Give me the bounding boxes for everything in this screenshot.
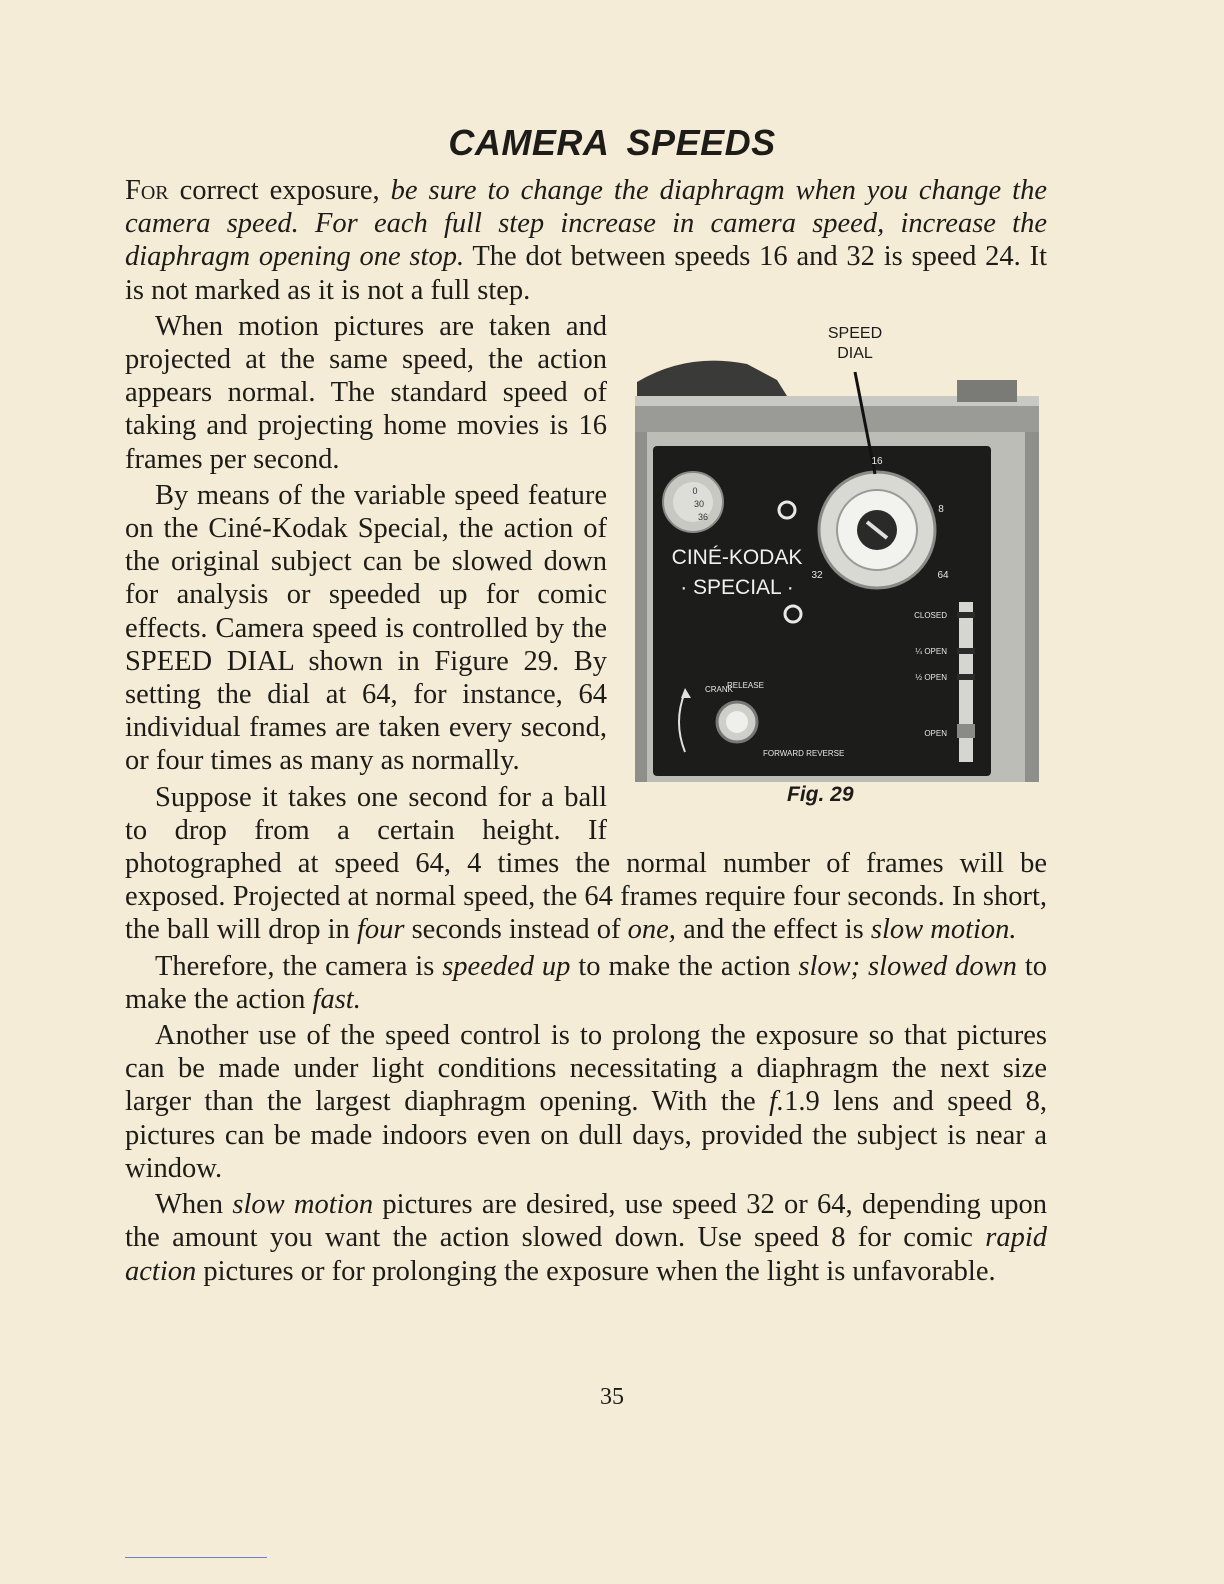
shutter-label-closed: CLOSED [914, 610, 947, 620]
dial-label-32: 32 [811, 569, 823, 581]
text-run: pictures are desired, use speed 32 or 64, depending upon the amount you want the action slowed down. Use speed 8 for comic [125, 1189, 1048, 1254]
emphasis-run: one, [627, 914, 676, 946]
crank-label: CRANK [705, 684, 734, 694]
shutter-label-quarter: ¼ OPEN [915, 646, 947, 656]
text-run: correct exposure, [168, 175, 391, 206]
emphasis-run: be sure to change the diaphragm when you change the camera speed. For each full step increase in camera speed, increase the diaphragm opening one stop. [125, 175, 1047, 273]
paragraph-slow-motion [125, 1188, 1047, 1288]
camera-latch [957, 380, 1017, 402]
paragraph-therefore [125, 950, 1047, 1016]
text-run: Suppose it takes one second for a ball to drop from a certain height. If photographed at speed 64, 4 times the normal number of frames will be exposed. Projected at normal speed, the 64 frames require four seconds. In short, the ball will drop in [125, 781, 1047, 946]
text-run: pictures or for prolonging the exposure when the light is unfavorable. [196, 1255, 996, 1287]
text-run: to make the action [125, 950, 1047, 1015]
text-run: 1.9 lens and speed 8, pictures can be made indoors even on dull days, provided the subject is near a window. [125, 1086, 1047, 1184]
shutter-mark-quarter [957, 648, 975, 654]
paragraph-intro [125, 174, 1047, 307]
forward-reverse-label: FORWARD REVERSE [763, 748, 845, 758]
dial-label-16: 16 [871, 455, 883, 467]
paragraph-prolong-exposure [125, 1019, 1047, 1185]
text-run: seconds instead of [404, 914, 628, 946]
body-text [125, 174, 1047, 1291]
lead-word: For [125, 175, 169, 206]
emphasis-run: slow; slowed down [798, 950, 1017, 982]
text-run: When [155, 1189, 233, 1221]
shutter-mark-half [957, 674, 975, 680]
callout-label-line2: DIAL [837, 344, 873, 362]
emphasis-run: four [356, 914, 405, 946]
figure-29 [627, 312, 1047, 822]
text-run: to make the action [570, 950, 799, 982]
footage-label-30: 30 [693, 498, 705, 509]
emphasis-run: rapid action [125, 1222, 1047, 1287]
camera-right-edge [1025, 432, 1039, 782]
emphasis-run: fast. [312, 983, 361, 1015]
emphasis-run: slow motion [232, 1189, 374, 1221]
page-title: CAMERA SPEEDS [448, 122, 776, 163]
footer-rule [125, 1557, 267, 1558]
release-label: RELEASE [727, 680, 764, 690]
brand-name: CINÉ-KODAK [671, 545, 803, 569]
emphasis-run: slow motion. [870, 914, 1017, 946]
emphasis-run: speeded up [442, 950, 571, 982]
shutter-label-open: OPEN [924, 728, 947, 738]
callout-label-line1: SPEED [827, 324, 883, 342]
figure-caption: Fig. 29 [787, 782, 854, 806]
paragraph-variable-speed: By means of the variable speed feature on the Ciné-Kodak Special, the action of the original subject can be slowed down for analysis or speeded up for comic effects. Camera speed is controlled by the SPEED DIAL shown in Figure 29. By setting the dial at 64, for instance, 64 individual frames are taken every second, or four times as many as normally. [125, 479, 607, 777]
text-run: The dot between speeds 16 and 32 is speed 24. It is not marked as it is not a full step. [125, 241, 1047, 306]
crank-release-center [726, 711, 748, 733]
camera-left-edge [635, 432, 647, 782]
dial-label-8: 8 [938, 503, 944, 515]
shutter-mark-closed [957, 612, 975, 618]
text-run: and the effect is [675, 914, 871, 946]
page-number: 35 [600, 1384, 624, 1410]
text-run: Another use of the speed control is to prolong the exposure so that pictures can be made under light conditions necessitating a diaphragm the next size larger than the largest diaphragm opening. With the [125, 1020, 1047, 1118]
footage-label-36: 36 [697, 511, 709, 522]
shutter-lever [957, 724, 975, 738]
text-run: Therefore, the camera is [155, 950, 443, 982]
shutter-label-half: ½ OPEN [915, 672, 947, 682]
emphasis-run: f. [769, 1086, 785, 1118]
footage-label-0: 0 [692, 485, 698, 496]
dial-label-64: 64 [937, 569, 949, 581]
camera-photo [627, 312, 1047, 782]
paragraph-normal-speed: When motion pictures are taken and projected at the same speed, the action appears normal. The standard speed of taking and projecting home movies is 16 frames per second. [125, 310, 607, 475]
brand-model: · SPECIAL · [680, 575, 794, 599]
